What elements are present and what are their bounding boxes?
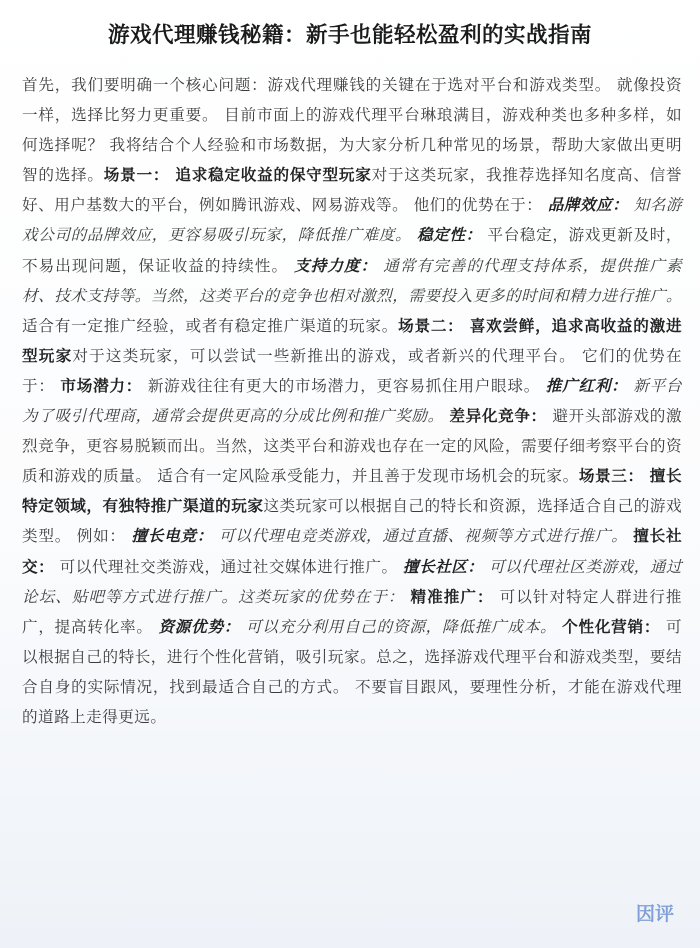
stability-label: 稳定性： (416, 226, 482, 245)
svg-text:因评: 因评 (635, 903, 675, 925)
brand-effect-text: 知名游戏公司的品牌效应，更容易吸引玩家，降低推广难度。 (22, 196, 683, 245)
social-label: 擅长社交： (22, 527, 683, 576)
differentiation-text: 避开头部游戏的激烈竞争，更容易脱颖而出。当然，这类平台和游戏也存在一定的风险，需要仔细考察平台的资质和游戏的质量。 适合有一定风险承受能力，并且善于发现市场机会的玩家。 (22, 407, 682, 486)
brand-effect-label: 品牌效应： (547, 196, 629, 215)
community-label: 擅长社区： (403, 557, 484, 576)
social-text: 可以代理社交类游戏，通过社交媒体进行推广。 (59, 557, 398, 576)
market-potential-label: 市场潜力： (60, 376, 143, 395)
scenario-1-text: 对于这类玩家，我推荐选择知名度高、信誉好、用户基数大的平台，例如腾讯游戏、网易游戏等。 他们的优势在于： (22, 166, 682, 215)
scenario-3-heading: 场景三： 擅长特定领域，有独特推广渠道的玩家 (22, 467, 682, 516)
scenario-2-heading: 场景二： 喜欢尝鲜，追求高收益的激进型玩家 (22, 316, 683, 365)
personalized-label: 个性化营销： (562, 617, 661, 636)
scenario-2-text: 对于这类玩家，可以尝试一些新推出的游戏，或者新兴的代理平台。 它们的优势在于： (22, 346, 682, 395)
scenario-1-heading: 场景一： 追求稳定收益的保守型玩家 (103, 166, 372, 185)
support-text: 通常有完善的代理支持体系，提供推广素材、技术支持等。当然，这类平台的竞争也相对激烈，需要投入更多的时间和精力进行推广。 (22, 256, 682, 305)
resource-label: 资源优势： (158, 617, 241, 636)
watermark-logo (630, 900, 680, 926)
community-text: 可以代理社区类游戏，通过论坛、贴吧等方式进行推广。这类玩家的优势在于： (22, 557, 682, 606)
page-title: 游戏代理赚钱秘籍：新手也能轻松盈利的实战指南 (107, 23, 592, 48)
differentiation-label: 差异化竞争： (449, 407, 547, 426)
article-body (22, 70, 682, 732)
precision-label: 精准推广： (410, 587, 494, 606)
promo-bonus-label: 推广红利： (545, 376, 628, 395)
support-label: 支持力度： (294, 256, 378, 275)
precision-text: 可以针对特定人群进行推广，提高转化率。 (22, 587, 682, 636)
scenario-1-tail: 适合有一定推广经验，或者有稳定推广渠道的玩家。 (22, 316, 399, 335)
personalized-text: 可以根据自己的特长，进行个性化营销，吸引玩家。总之，选择游戏代理平台和游戏类型，要结合自身的实际情况，找到最适合自己的方式。 不要盲目跟风，要理性分析，才能在游戏代理的道路上走得更远。 (22, 617, 682, 726)
intro-text: 首先，我们要明确一个核心问题：游戏代理赚钱的关键在于选对平台和游戏类型。 就像投资一样，选择比努力更重要。 目前市面上的游戏代理平台琳琅满目，游戏种类也多种多样，如何选择呢？ 我将结合个人经验和市场数据，为大家分析几种常见的场景，帮助大家做出更明智的选择。 (22, 76, 682, 185)
market-potential-text: 新游戏往往有更大的市场潜力，更容易抓住用户眼球。 (147, 376, 541, 395)
resource-text: 可以充分利用自己的资源，降低推广成本。 (245, 617, 557, 636)
stability-text: 平台稳定，游戏更新及时，不易出现问题，保证收益的持续性。 (22, 226, 682, 275)
promo-bonus-text: 新平台为了吸引代理商，通常会提供更高的分成比例和推广奖励。 (22, 376, 682, 426)
scenario-3-text: 这类玩家可以根据自己的特长和资源，选择适合自己的游戏类型。 例如： (22, 497, 682, 546)
esports-label: 擅长电竞： (131, 527, 214, 546)
esports-text: 可以代理电竞类游戏，通过直播、视频等方式进行推广。 (218, 527, 628, 546)
